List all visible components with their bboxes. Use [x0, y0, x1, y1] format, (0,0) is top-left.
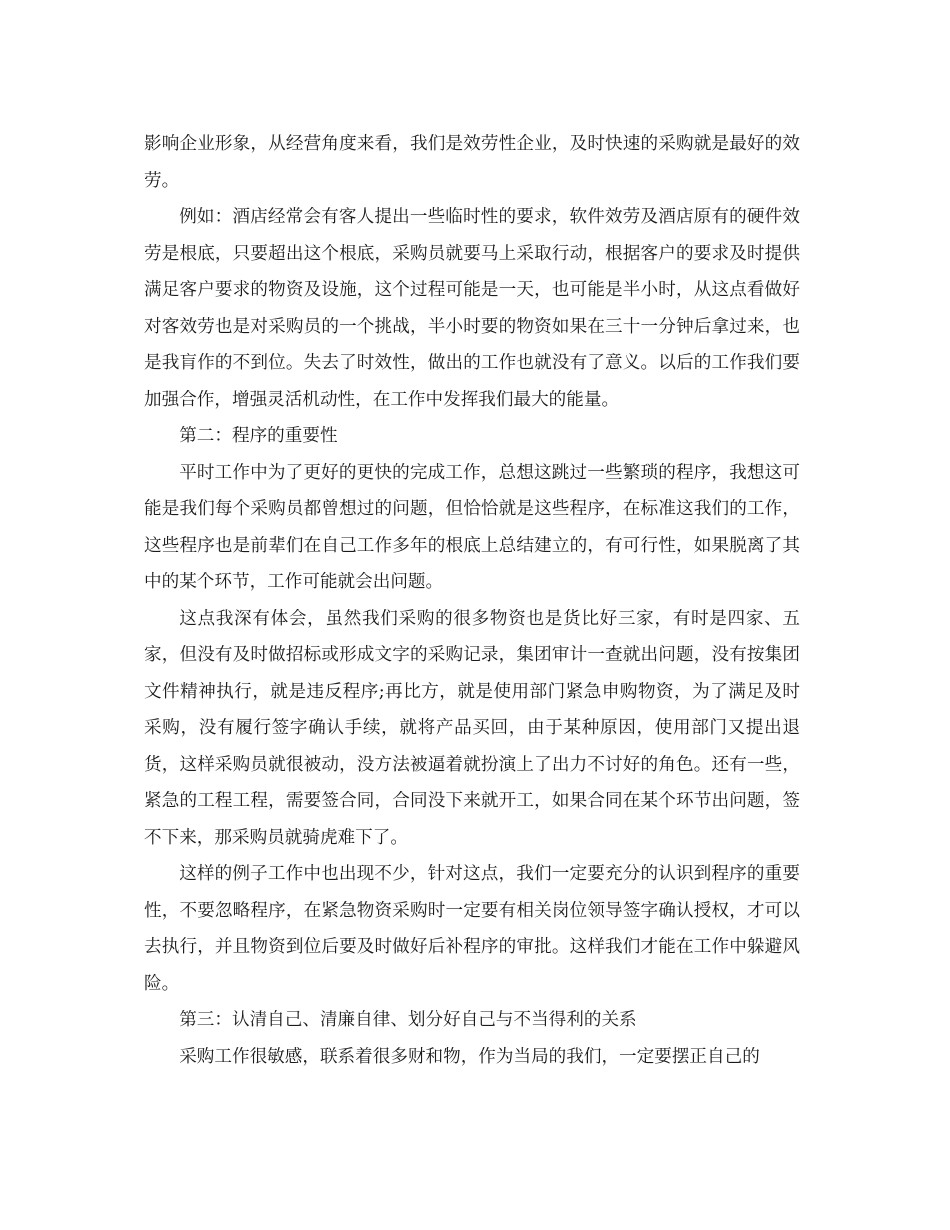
paragraph-procedure: 平时工作中为了更好的更快的完成工作，总想这跳过一些繁琐的程序，我想这可能是我们每个采购员都曾想过的问题，但恰恰就是这些程序，在标准这我们的工作，这些程序也是前辈们在自己工作多年的根底上总结建立的，有可行性，如果脱离了其中的某个环节，工作可能就会出问题。: [144, 462, 800, 592]
paragraph-self-discipline: 采购工作很敏感，联系着很多财和物，作为当局的我们，一定要摆正自己的: [179, 1046, 760, 1067]
paragraph-examples-summary: 这样的例子工作中也出现不少，针对这点，我们一定要充分的认识到程序的重要性，不要忽略程序，在紧急物资采购时一定要有相关岗位领导签字确认授权，才可以去执行，并且物资到位后要及时做好后补程序的审批。这样我们才能在工作中躲避风险。: [144, 864, 800, 994]
paragraph-experience: 这点我深有体会，虽然我们采购的很多物资也是货比好三家，有时是四家、五家，但没有及时做招标或形成文字的采购记录，集团审计一查就出问题，没有按集团文件精神执行，就是违反程序;再比方，就是使用部门紧急申购物资，为了满足及时采购，没有履行签字确认手续，就将产品买回，由于某种原因，使用部门又提出退货，这样采购员就很被动，没方法被逼着就扮演上了出力不讨好的角色。还有一些，紧急的工程工程，需要签合同，合同没下来就开工，如果合同在某个环节出问题，签不下来，那采购员就骑虎难下了。: [144, 608, 800, 848]
document-body: [144, 126, 800, 1075]
section-heading-2: 第二：程序的重要性: [179, 426, 338, 446]
section-heading-3: 第三：认清自己、清廉自律、划分好自己与不当得利的关系: [179, 1010, 637, 1030]
paragraph-intro-continuation: 影响企业形象，从经营角度来看，我们是效劳性企业，及时快速的采购就是最好的效劳。: [144, 134, 800, 191]
paragraph-example: 例如：酒店经常会有客人提出一些临时性的要求，软件效劳及酒店原有的硬件效劳是根底，只要超出这个根底，采购员就要马上采取行动，根据客户的要求及时提供满足客户要求的物资及设施，这个过程可能是一天，也可能是半小时，从这点看做好对客效劳也是对采购员的一个挑战，半小时要的物资如果在三十一分钟后拿过来，也是我肓作的不到位。失去了时效性，做出的工作也就没有了意义。以后的工作我们要加强合作，增强灵活机动性，在工作中发挥我们最大的能量。: [144, 207, 800, 410]
